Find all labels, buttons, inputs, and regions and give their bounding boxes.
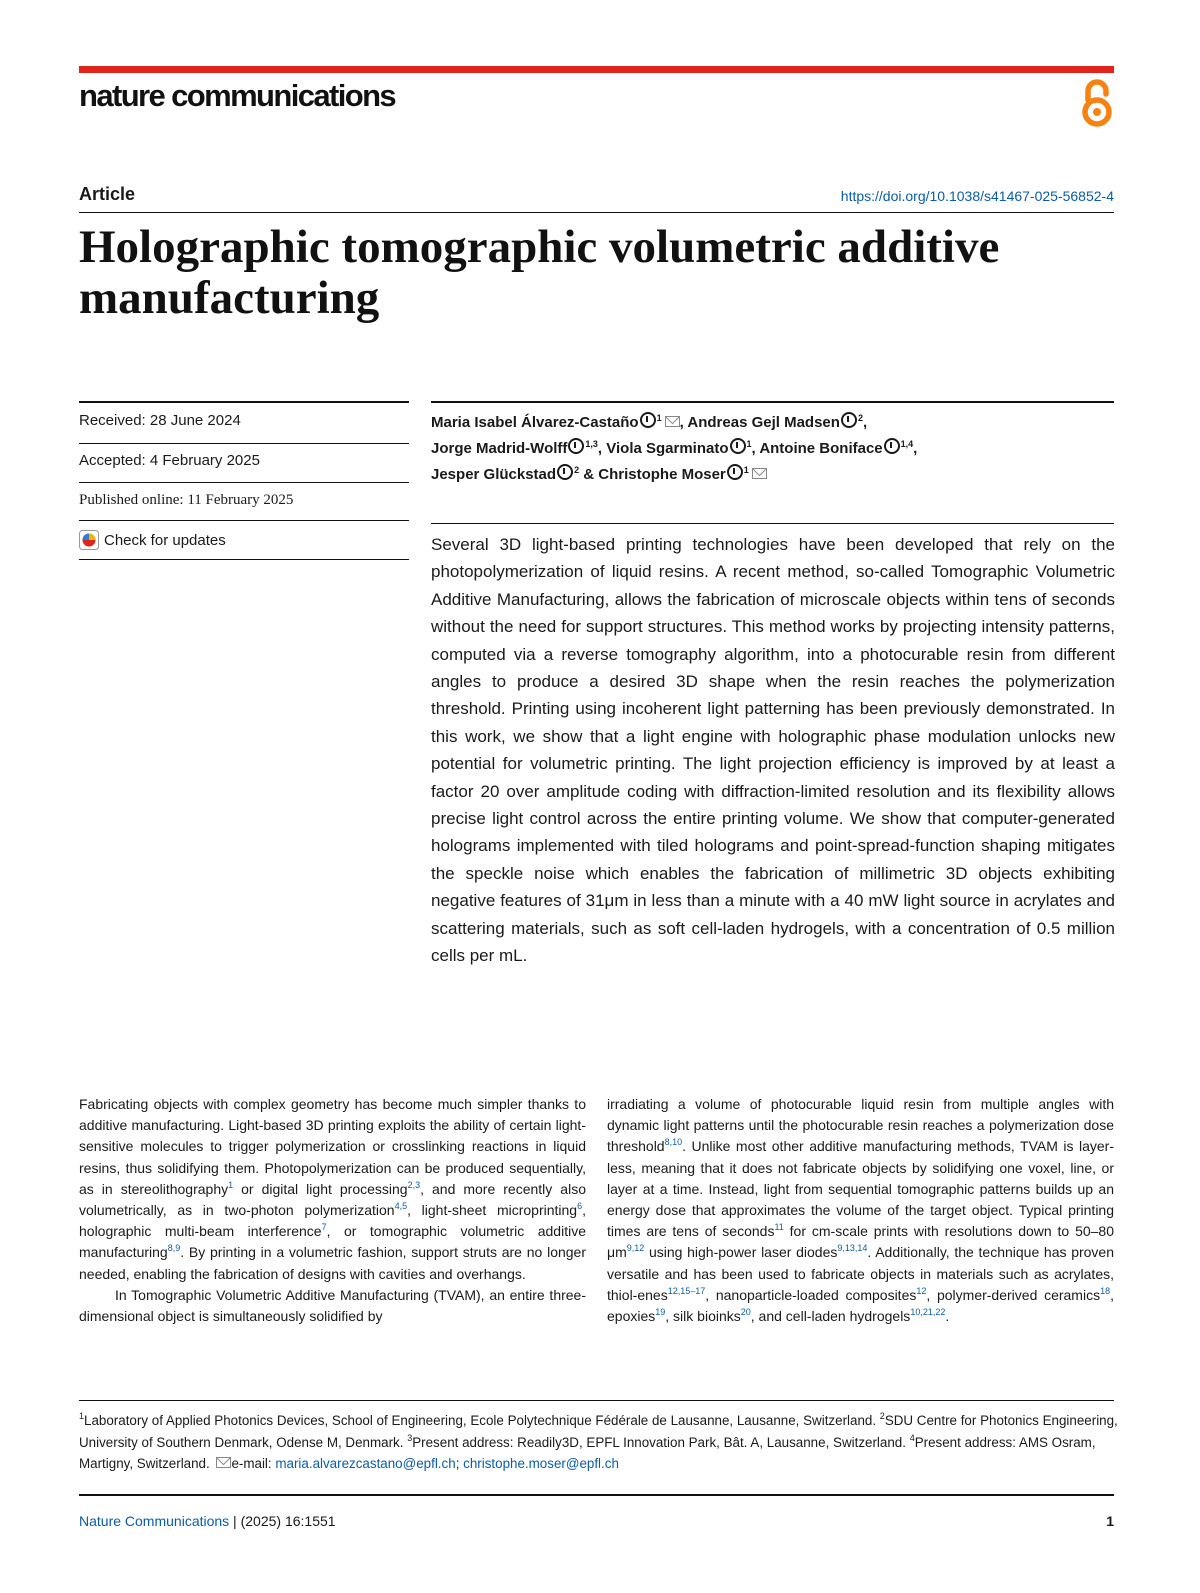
body-text: for cm-scale prints with resolutions down to 50–80 μm <box>607 1223 1115 1261</box>
body-text: , and more recently also volumetrically, as in two-photon polymerization <box>79 1180 586 1219</box>
author-name[interactable]: Viola Sgarminato <box>606 440 729 457</box>
affiliation-text: Present address: Readily3D, EPFL Innovation Park, Bât. A, Lausanne, Switzerland. <box>412 1434 910 1450</box>
author-name[interactable]: Jesper Glückstad <box>431 466 557 483</box>
orcid-icon[interactable] <box>730 438 746 454</box>
top-red-bar <box>79 66 1114 73</box>
citation-ref[interactable]: 11 <box>774 1222 784 1233</box>
abstract: Several 3D light-based printing technologies have been developed that rely on the photopolymerization of liquid resins. A recent method, so-called Tomographic Volumetric Additive Manufacturing, allows the fabrication of microscale objects within tens of seconds without the need for support structures. This method works by projecting intensity patterns, computed via a reverse tomography algorithm, into a photocurable resin from different angles to produce a desired 3D shape when the resin reaches the polymerization threshold. Printing using incoherent light patterning has been previously demonstrated. In this work, we show that a light engine with holographic phase modulation unlocks new potential for volumetric printing. The light projection efficiency is improved by at least a factor 20 over amplitude coding with diffraction-limited resolution and its flexibility allows precise light control across the entire printing volume. We show that computer-generated holograms implemented with tiled holograms and point-spread-function shaping mitigates the speckle noise which enables the fabrication of millimetric 3D objects exhibiting negative features of 31μm in less than a minute with a 40 mW light source in acrylates and scattering materials, such as soft cell-laden hydrogels, with a concentration of 0.5 million cells per mL. <box>431 535 1115 966</box>
meta-divider <box>79 559 409 560</box>
body-text: . By printing in a volumetric fashion, support struts are no longer needed, enabling the fabrication of designs with cavities and overhangs. <box>79 1244 586 1282</box>
affiliations <box>79 1410 1119 1475</box>
email-icon[interactable] <box>665 416 680 427</box>
body-paragraph <box>607 1094 1114 1327</box>
header-rule <box>79 212 1114 213</box>
citation-ref[interactable]: 18 <box>1100 1285 1111 1296</box>
body-text: , or tomographic volumetric additive manufacturing <box>79 1223 586 1261</box>
open-access-icon[interactable] <box>1079 78 1115 128</box>
affiliation-number: 3 <box>407 1432 413 1443</box>
body-text: . <box>945 1308 950 1325</box>
citation-ref[interactable]: 10,21,22 <box>910 1307 946 1318</box>
abstract-rule <box>431 523 1114 524</box>
author-separator: , <box>913 440 918 457</box>
orcid-icon[interactable] <box>557 464 573 480</box>
footer-rule <box>79 1494 1114 1496</box>
author-separator: & <box>579 466 599 483</box>
author-name[interactable]: Jorge Madrid-Wolff <box>431 440 568 457</box>
body-text: using high-power laser diodes <box>644 1244 838 1261</box>
email-label: e-mail: <box>231 1456 276 1471</box>
check-updates-icon <box>79 530 99 550</box>
published-date: Published online: 11 February 2025 <box>79 492 294 508</box>
meta-divider <box>79 520 409 521</box>
email-link[interactable]: christophe.moser@epfl.ch <box>463 1456 619 1471</box>
citation-ref[interactable]: 12,15–17 <box>667 1285 706 1296</box>
author-affiliation: 1 <box>656 413 662 423</box>
affiliation-number: 4 <box>909 1432 915 1443</box>
accepted-date: Accepted: 4 February 2025 <box>79 452 260 469</box>
authors-top-rule <box>431 401 1114 403</box>
body-text: , light-sheet microprinting <box>407 1202 578 1219</box>
citation-ref[interactable]: 2,3 <box>407 1179 421 1190</box>
body-column-right <box>607 1094 1114 1327</box>
doi-link[interactable]: https://doi.org/10.1038/s41467-025-56852-4 <box>840 188 1114 204</box>
body-text: . Additionally, the technique has proven versatile and has been used to fabricate objects in materials such as acrylates, thiol-enes <box>607 1244 1114 1303</box>
citation-ref[interactable]: 1 <box>228 1179 234 1190</box>
footer-citation <box>79 1513 336 1529</box>
footer-journal-link[interactable]: Nature Communications <box>79 1513 230 1529</box>
citation-ref[interactable]: 6 <box>577 1201 583 1212</box>
affiliation-text: SDU Centre for Photonics Engineering, University of Southern Denmark, Odense M, Denmark. <box>79 1413 1118 1450</box>
citation-ref[interactable]: 9,12 <box>626 1243 645 1254</box>
orcid-icon[interactable] <box>727 464 743 480</box>
orcid-icon[interactable] <box>640 412 656 428</box>
orcid-icon[interactable] <box>568 438 584 454</box>
citation-ref[interactable]: 9,13,14 <box>837 1243 868 1254</box>
check-for-updates-button[interactable] <box>79 530 226 550</box>
body-text: , silk bioinks <box>665 1308 741 1325</box>
author-separator: , <box>597 440 607 457</box>
citation-ref[interactable]: 8,9 <box>167 1243 181 1254</box>
email-separator: ; <box>455 1456 464 1471</box>
affiliation-number: 2 <box>879 1411 885 1421</box>
page-number: 1 <box>1106 1513 1114 1529</box>
body-paragraph <box>79 1285 586 1327</box>
received-date: Received: 28 June 2024 <box>79 412 241 429</box>
citation-ref[interactable]: 19 <box>655 1307 666 1318</box>
meta-divider <box>79 443 409 444</box>
email-icon[interactable] <box>752 468 767 479</box>
body-column-left <box>79 1094 586 1327</box>
author-list <box>431 410 1121 488</box>
body-paragraph <box>79 1094 586 1285</box>
author-affiliation: 1,3 <box>585 439 598 449</box>
email-icon <box>216 1457 231 1468</box>
author-affiliation: 2 <box>574 465 580 475</box>
body-text: , and cell-laden hydrogels <box>750 1308 911 1325</box>
body-text: , nanoparticle-loaded composites <box>705 1286 917 1303</box>
author-separator: , <box>862 414 868 431</box>
orcid-icon[interactable] <box>884 438 900 454</box>
affiliations-rule <box>79 1400 1114 1401</box>
footer-volume: | (2025) 16:1551 <box>229 1513 336 1529</box>
orcid-icon[interactable] <box>841 412 857 428</box>
author-name[interactable]: Maria Isabel Álvarez-Castaño <box>431 414 639 431</box>
citation-ref[interactable]: 7 <box>321 1222 327 1233</box>
article-type: Article <box>79 184 136 204</box>
author-affiliation: 1 <box>743 465 749 475</box>
author-name[interactable]: Andreas Gejl Madsen <box>687 414 840 431</box>
meta-top-rule <box>79 401 409 403</box>
citation-ref[interactable]: 12 <box>916 1285 927 1296</box>
author-separator: , <box>679 414 688 431</box>
citation-ref[interactable]: 8,10 <box>664 1137 683 1148</box>
affiliation-text: Present address: AMS Osram, Martigny, Switzerland. <box>79 1434 1096 1471</box>
author-affiliation: 1,4 <box>900 439 914 449</box>
citation-ref[interactable]: 20 <box>740 1307 751 1318</box>
author-affiliation: 1 <box>746 439 752 449</box>
journal-logo: nature communications <box>79 78 396 113</box>
article-title: Holographic tomographic volumetric additive manufacturing <box>79 221 1000 324</box>
body-text: , polymer-derived ceramics <box>926 1286 1101 1303</box>
author-name[interactable]: Christophe Moser <box>598 466 726 483</box>
body-text: irradiating a volume of photocurable liquid resin from multiple angles with dynamic light patterns until the photocurable resin reaches a polymerization dose threshold <box>607 1096 1114 1155</box>
author-separator: , <box>751 440 760 457</box>
author-name[interactable]: Antoine Boniface <box>759 440 883 457</box>
author-affiliation: 2 <box>857 413 863 423</box>
check-updates-label: Check for updates <box>104 531 226 549</box>
body-text: , epoxies <box>607 1286 1114 1325</box>
affiliation-number: 1 <box>79 1411 85 1421</box>
body-text: . Unlike most other additive manufacturing methods, TVAM is layer-less, meaning that it does not fabricate objects by solidifying one voxel, line, or layer at a time. Instead, light from sequential tomographic patterns builds up an energy dose that approximates the volume of the target object. Typical printing times are tens of seconds <box>607 1138 1114 1240</box>
affiliation-text: Laboratory of Applied Photonics Devices, School of Engineering, Ecole Polytechnique Fédérale de Lausanne, Lausanne, Switzerland. <box>84 1413 880 1428</box>
body-text: or digital light processing <box>233 1180 408 1197</box>
email-link[interactable]: maria.alvarezcastano@epfl.ch <box>275 1456 456 1471</box>
citation-ref[interactable]: 4,5 <box>394 1201 408 1212</box>
body-text: , holographic multi-beam interference <box>79 1202 586 1240</box>
body-text: In Tomographic Volumetric Additive Manufacturing (TVAM), an entire three-dimensional object is simultaneously solidified by <box>79 1286 586 1325</box>
meta-divider <box>79 482 409 483</box>
body-text: Fabricating objects with complex geometry has become much simpler thanks to additive manufacturing. Light-based 3D printing exploits the ability of certain light-sensitive molecules to trigger polymerization or crosslinking reactions in liquid resins, thus solidifying them. Photopolymerization can be produced sequentially, as in stereolithography <box>79 1096 586 1197</box>
